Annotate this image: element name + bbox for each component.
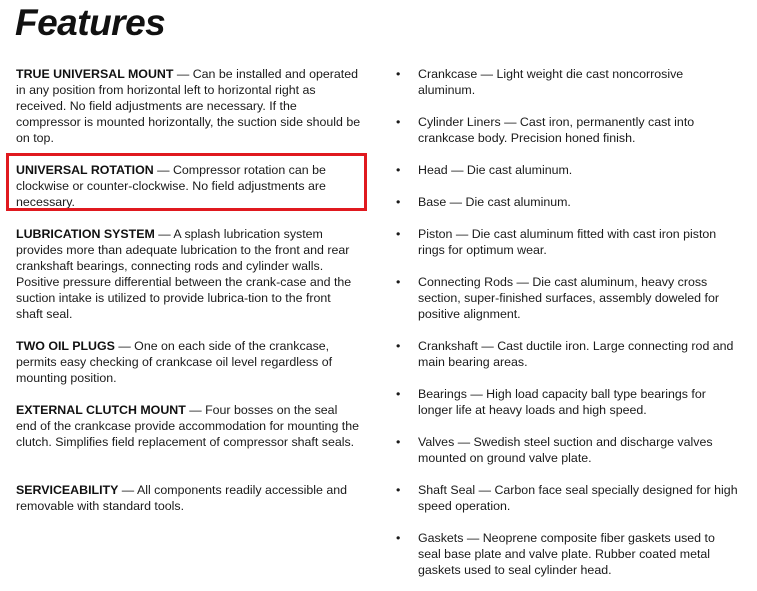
list-item-text: Base — Die cast aluminum. [418,195,571,209]
list-item-text: Connecting Rods — Die cast aluminum, heavy cross section, super-finished surfaces, assembly doweled for positive alignment. [418,275,719,321]
list-item-text: Shaft Seal — Carbon face seal specially designed for high speed operation. [418,483,738,513]
list-item-text: Piston — Die cast aluminum fitted with cast iron piston rings for optimum wear. [418,227,717,257]
bullet-icon: • [396,163,401,177]
bullet-icon: • [396,275,401,289]
feature-two-oil-plugs [16,338,361,386]
list-item-text: Gaskets — Neoprene composite fiber gaskets used to seal base plate and valve plate. Rubber coated metal gaskets used to seal cylinder head. [418,531,715,577]
bullet-icon: • [396,483,401,497]
feature-text: — One on each side of the crankcase, permits easy checking of crankcase oil level regardless of mounting position. [16,339,333,385]
feature-true-universal-mount [16,66,361,146]
bullet-icon: • [396,387,401,401]
feature-heading: UNIVERSAL ROTATION [16,163,154,177]
feature-text: — All components readily accessible and removable with standard tools. [16,483,348,513]
bullet-icon: • [396,67,401,81]
feature-text: — Four bosses on the seal end of the crankcase provide accommodation for mounting the clutch. Simplifies field replacement of compressor shaft seals. [16,403,360,449]
bullet-icon: • [396,195,401,209]
feature-text: — Compressor rotation can be clockwise or counter-clockwise. No field adjustments are necessary. [16,163,326,209]
bullet-icon: • [396,115,401,129]
feature-heading: EXTERNAL CLUTCH MOUNT [16,403,186,417]
feature-serviceability [16,482,361,514]
feature-external-clutch-mount [16,402,361,450]
feature-text: — A splash lubrication system provides more than adequate lubrication to the front and rear crankshaft bearings, connecting rods and cylinder walls. Positive pressure differential between the crank-case and the suction intake is utilized to provide lubrica-tion to the front shaft seal. [16,227,352,321]
feature-heading: SERVICEABILITY [16,483,119,497]
feature-heading: TRUE UNIVERSAL MOUNT [16,67,174,81]
page-title: Features [15,2,166,43]
feature-text: — Can be installed and operated in any position from horizontal left to horizontal right as received. No field adjustments are necessary. If the compressor is mounted horizontally, the suction side should be on top. [16,67,361,145]
bullet-icon: • [396,339,401,353]
list-item-text: Crankcase — Light weight die cast noncorrosive aluminum. [418,67,684,97]
list-item-text: Cylinder Liners — Cast iron, permanently cast into crankcase body. Precision honed finish. [418,115,695,145]
feature-lubrication-system [16,226,361,322]
feature-heading: TWO OIL PLUGS [16,339,115,353]
list-item-text: Crankshaft — Cast ductile iron. Large connecting rod and main bearing areas. [418,339,734,369]
bullet-icon: • [396,227,401,241]
bullet-icon: • [396,531,401,545]
list-item-text: Bearings — High load capacity ball type bearings for longer life at heavy loads and high speed. [418,387,706,417]
list-item-text: Valves — Swedish steel suction and discharge valves mounted on ground valve plate. [418,435,713,465]
highlight-box [6,153,367,211]
bullet-icon: • [396,435,401,449]
list-item-text: Head — Die cast aluminum. [418,163,573,177]
feature-heading: LUBRICATION SYSTEM [16,227,155,241]
